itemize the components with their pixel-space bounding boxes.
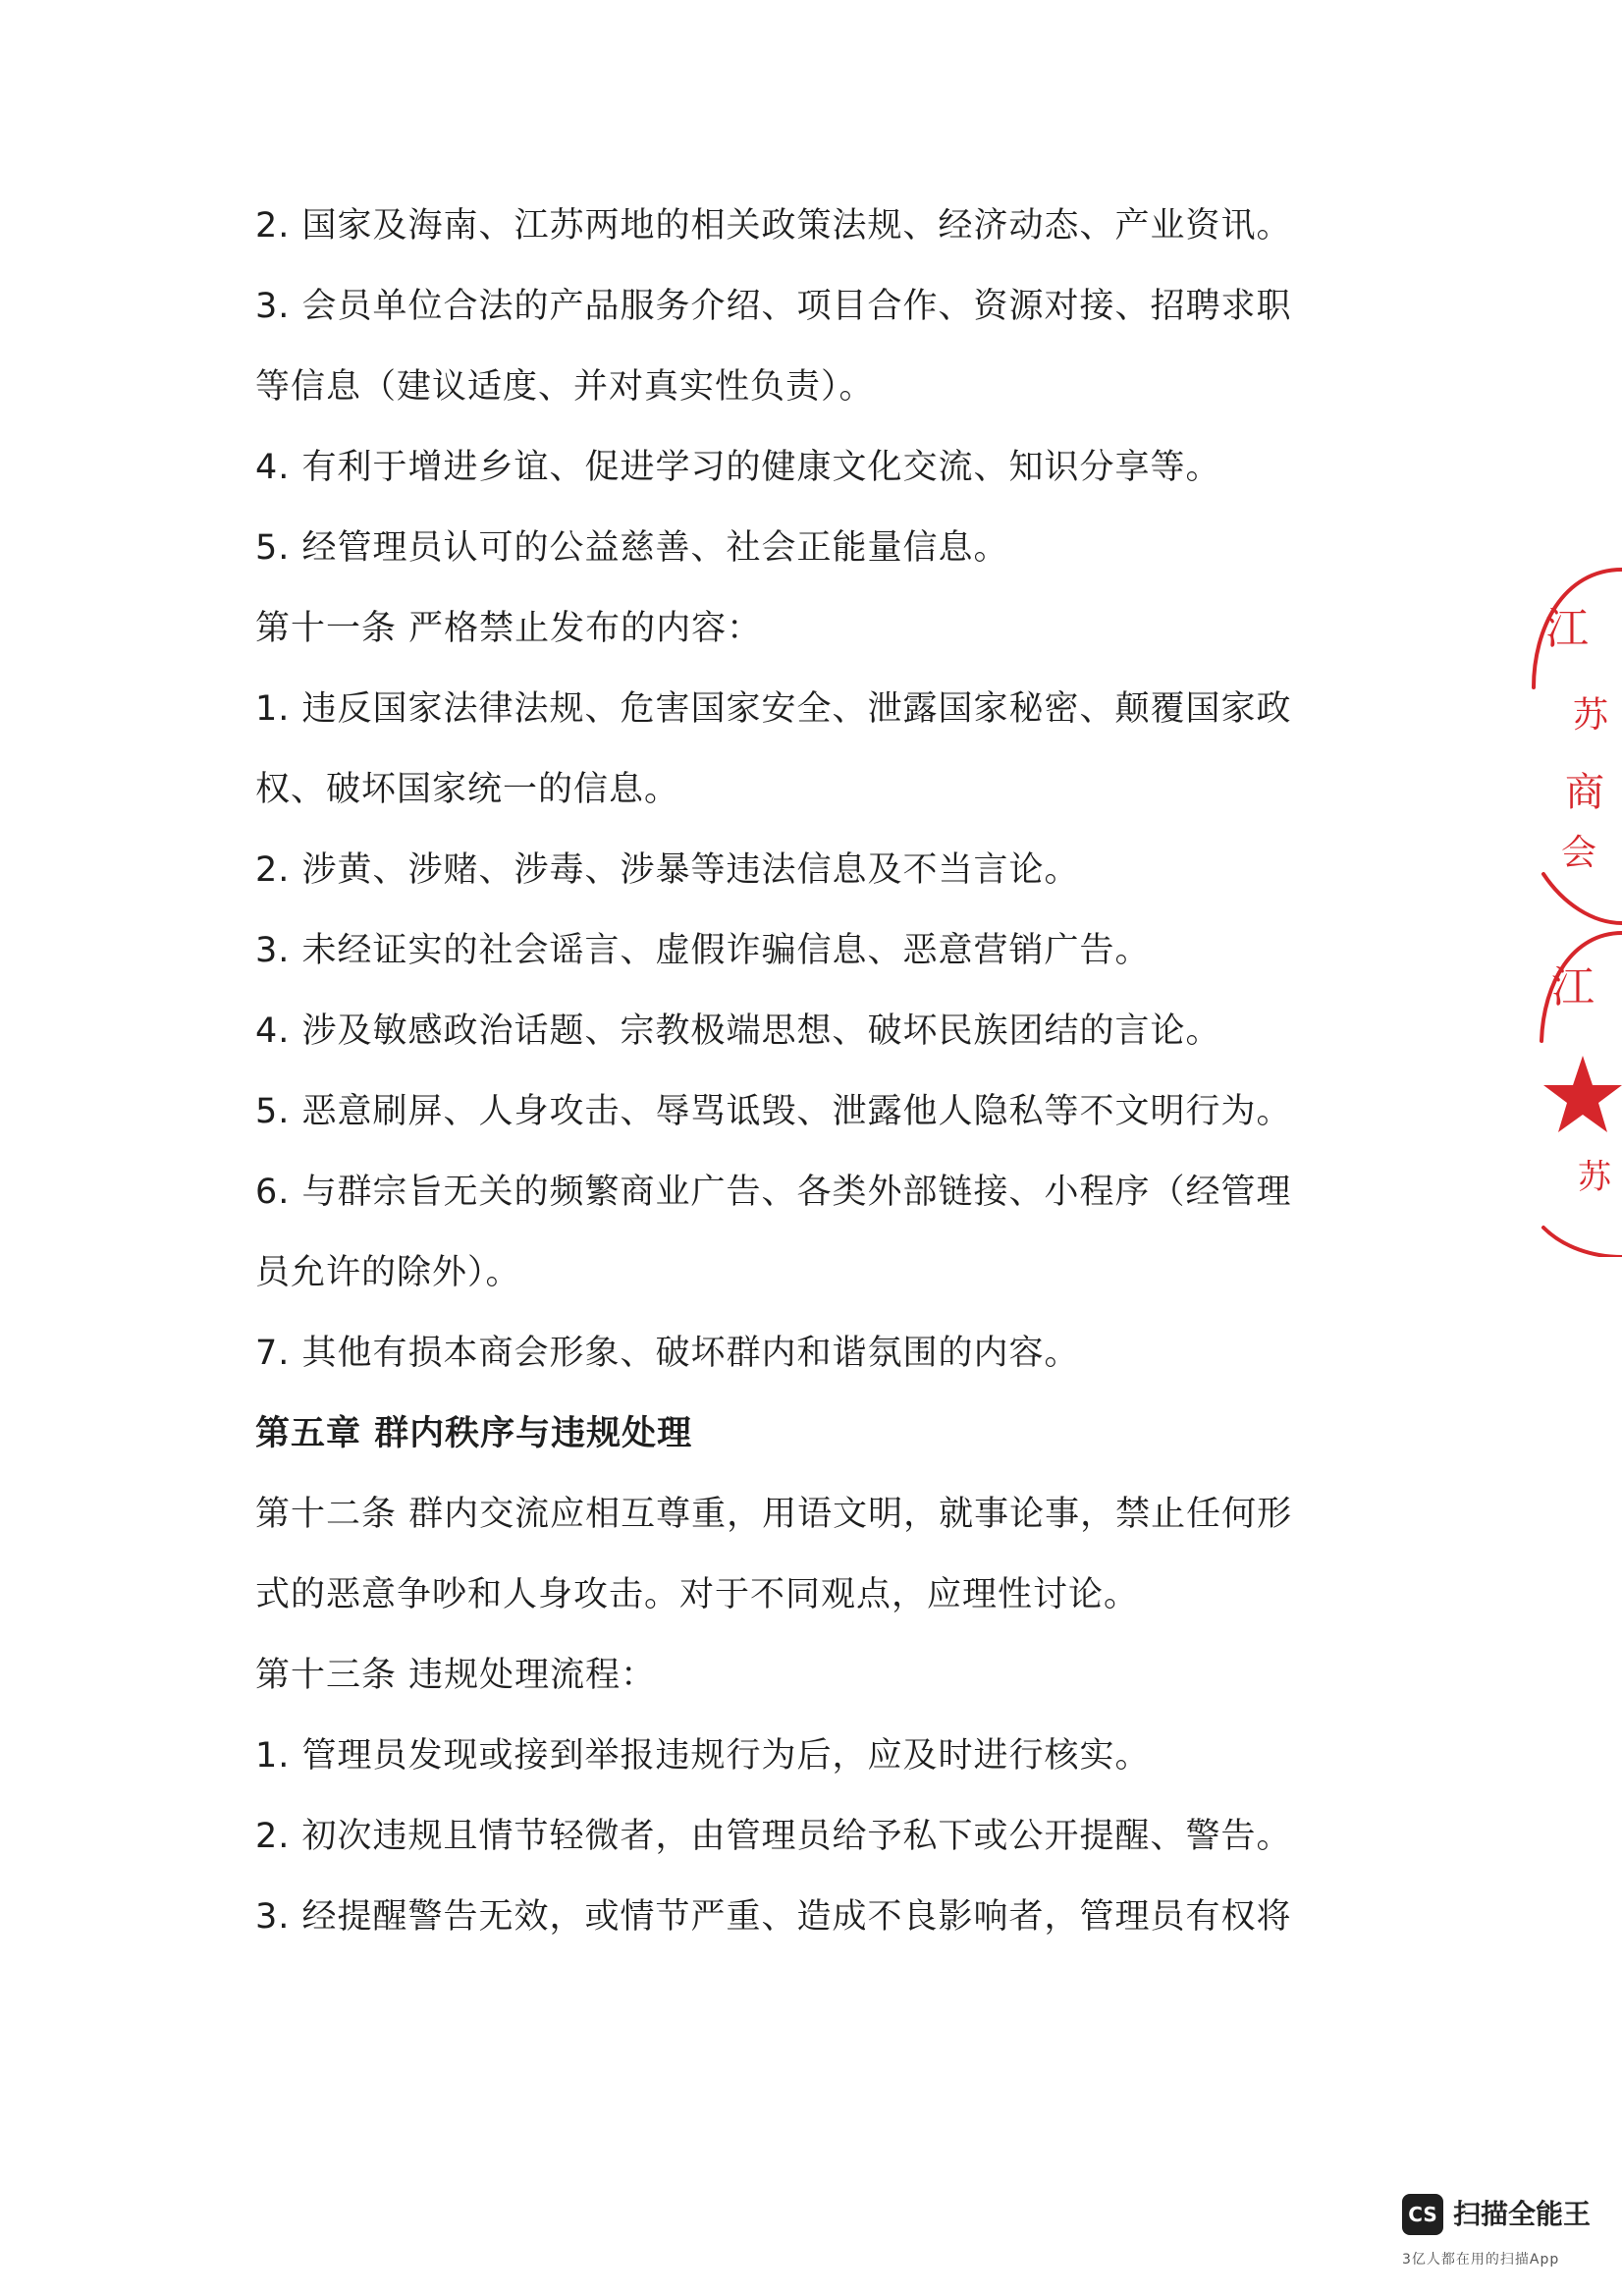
body-line: 2. 国家及海南、江苏两地的相关政策法规、经济动态、产业资讯。 bbox=[255, 206, 1292, 246]
body-line: 1. 管理员发现或接到举报违规行为后，应及时进行核实。 bbox=[255, 1736, 1151, 1776]
scanner-logo-icon: CS bbox=[1402, 2194, 1443, 2235]
body-line: 5. 经管理员认可的公益慈善、社会正能量信息。 bbox=[255, 528, 1009, 568]
body-line: 3. 经提醒警告无效，或情节严重、造成不良影响者，管理员有权将 bbox=[255, 1897, 1292, 1937]
body-line: 3. 会员单位合法的产品服务介绍、项目合作、资源对接、招聘求职 bbox=[255, 287, 1292, 326]
scanner-app-name: 扫描全能王 bbox=[1453, 2198, 1592, 2230]
article-heading: 第十一条 严格禁止发布的内容： bbox=[255, 609, 763, 648]
body-line: 5. 恶意刷屏、人身攻击、辱骂诋毁、泄露他人隐私等不文明行为。 bbox=[255, 1092, 1292, 1131]
body-line: 权、破坏国家统一的信息。 bbox=[255, 770, 680, 809]
seal-char: 商 bbox=[1565, 770, 1604, 815]
body-line: 员允许的除外）。 bbox=[255, 1253, 521, 1292]
chapter-heading: 第五章 群内秩序与违规处理 bbox=[255, 1414, 693, 1453]
seal-star-icon bbox=[1543, 1056, 1622, 1132]
seal-char: 苏 bbox=[1578, 1158, 1611, 1197]
body-line: 6. 与群宗旨无关的频繁商业广告、各类外部链接、小程序（经管理 bbox=[255, 1173, 1292, 1212]
seal-char: 苏 bbox=[1573, 695, 1609, 736]
body-line: 等信息（建议适度、并对真实性负责）。 bbox=[255, 367, 875, 407]
seal-char: 江 bbox=[1551, 962, 1595, 1012]
body-line: 4. 有利于增进乡谊、促进学习的健康文化交流、知识分享等。 bbox=[255, 448, 1221, 487]
body-line: 2. 初次违规且情节轻微者，由管理员给予私下或公开提醒、警告。 bbox=[255, 1817, 1292, 1856]
body-line: 式的恶意争吵和人身攻击。对于不同观点，应理性讨论。 bbox=[255, 1575, 1140, 1614]
article-heading: 第十三条 违规处理流程： bbox=[255, 1656, 657, 1695]
scanner-tagline: 3亿人都在用的扫描App bbox=[1402, 2252, 1560, 2268]
official-seal-stamp bbox=[1504, 550, 1622, 1257]
body-line: 7. 其他有损本商会形象、破坏群内和谐氛围的内容。 bbox=[255, 1334, 1080, 1373]
body-line: 3. 未经证实的社会谣言、虚假诈骗信息、恶意营销广告。 bbox=[255, 931, 1151, 970]
body-line: 4. 涉及敏感政治话题、宗教极端思想、破坏民族团结的言论。 bbox=[255, 1011, 1221, 1051]
seal-char: 江 bbox=[1545, 604, 1589, 654]
scanner-watermark bbox=[1402, 2194, 1608, 2282]
article-heading: 第十二条 群内交流应相互尊重，用语文明，就事论事，禁止任何形 bbox=[255, 1495, 1293, 1534]
seal-char: 会 bbox=[1561, 833, 1597, 873]
body-line: 2. 涉黄、涉赌、涉毒、涉暴等违法信息及不当言论。 bbox=[255, 850, 1080, 890]
body-line: 1. 违反国家法律法规、危害国家安全、泄露国家秘密、颠覆国家政 bbox=[255, 689, 1292, 729]
